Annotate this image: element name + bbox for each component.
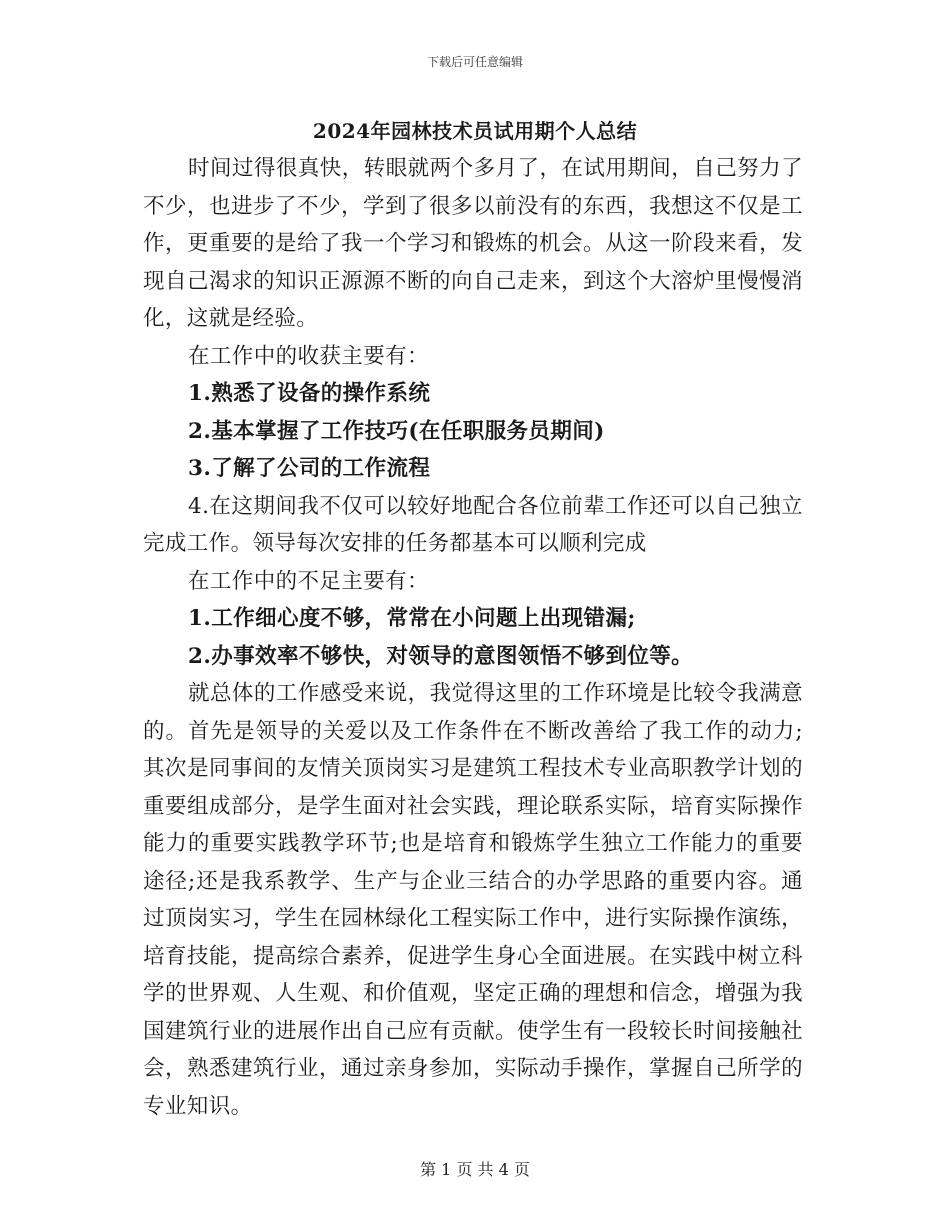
gain-item-3: 3.了解了公司的工作流程 (188, 456, 431, 481)
paragraph-gains-heading: 在工作中的收获主要有： (188, 343, 429, 369)
paragraph-intro: 时间过得很真快，转眼就两个多月了，在试用期间，自己努力了不少，也进步了不少，学到了很多以前没有的东西，我想这不仅是工作，更重要的是给了我一个学习和锻炼的机会。从这一阶段来看，发现自己渴求的知识正源源不断的向自己走来，到这个大溶炉里慢慢消化，这就是经验。 (143, 156, 803, 331)
gain-item-2: 2.基本掌握了工作技巧(在任职服务员期间) (188, 418, 605, 444)
document-title: 2024年园林技术员试用期个人总结 (312, 119, 638, 143)
shortcoming-item-2: 2.办事效率不够快，对领导的意图领悟不够到位等。 (188, 643, 694, 669)
gain-item-4: 4.在这期间我不仅可以较好地配合各位前辈工作还可以自己独立完成工作。领导每次安排的任务都基本可以顺利完成 (143, 493, 803, 556)
document-body (143, 150, 803, 1125)
paragraph-overall: 就总体的工作感受来说，我觉得这里的工作环境是比较令我满意的。首先是领导的关爱以及工作条件在不断改善给了我工作的动力;其次是同事间的友情关顶岗实习是建筑工程技术专业高职教学计划的重要组成部分，是学生面对社会实践，理论联系实际，培育实际操作能力的重要实践教学环节;也是培育和锻炼学生独立工作能力的重要途径;还是我系教学、生产与企业三结合的办学思路的重要内容。通过顶岗实习，学生在园林绿化工程实际工作中，进行实际操作演练，培育技能，提高综合素养，促进学生身心全面进展。在实践中树立科学的世界观、人生观、和价值观，坚定正确的理想和信念，增强为我国建筑行业的进展作出自己应有贡献。使学生有一段较长时间接触社会，熟悉建筑行业，通过亲身参加，实际动手操作，掌握自己所学的专业知识。 (143, 681, 803, 1119)
page-number: 第 1 页 共 4 页 (420, 1160, 530, 1179)
shortcoming-item-1: 1.工作细心度不够，常常在小问题上出现错漏; (188, 606, 636, 631)
paragraph-shortcomings-heading: 在工作中的不足主要有： (188, 568, 429, 594)
gain-item-1: 1.熟悉了设备的操作系统 (188, 381, 431, 406)
page-header: 下载后可任意编辑 (426, 55, 523, 69)
